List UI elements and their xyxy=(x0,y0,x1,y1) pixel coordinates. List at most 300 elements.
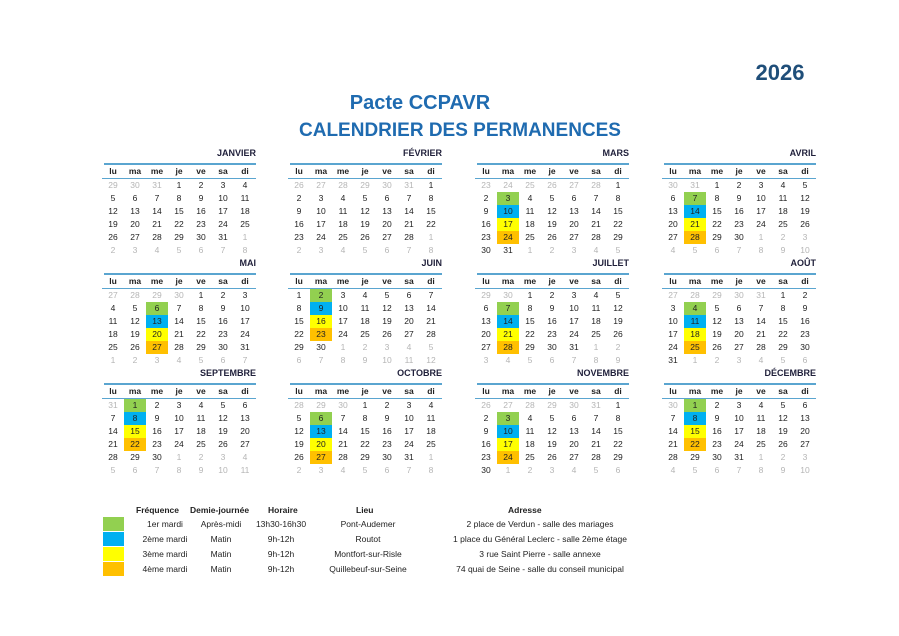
day-cell: 15 xyxy=(426,206,436,216)
day-cell: 22 xyxy=(124,438,146,451)
weekday-header: je xyxy=(541,165,563,179)
day-cell: 8 xyxy=(615,193,621,203)
day-cell: 19 xyxy=(547,219,557,229)
day-cell: 12 xyxy=(800,193,810,203)
day-cell: 24 xyxy=(569,329,579,339)
month-name: SEPTEMBRE xyxy=(104,368,256,385)
day-cell: 9 xyxy=(483,426,489,436)
day-cell: 21 xyxy=(338,439,348,449)
day-cell: 7 xyxy=(571,355,577,365)
day-cell: 14 xyxy=(338,426,348,436)
day-cell: 4 xyxy=(340,465,346,475)
day-cell: 4 xyxy=(684,302,706,315)
day-cell: 9 xyxy=(154,413,160,423)
day-cell: 29 xyxy=(712,232,722,242)
month-block xyxy=(290,258,442,367)
weekday-header: ma xyxy=(124,275,146,289)
day-cell: 13 xyxy=(800,413,810,423)
weekday-header: je xyxy=(354,165,376,179)
legend-header-lieu: Lieu xyxy=(356,505,374,515)
day-cell: 3 xyxy=(802,232,808,242)
month-name: OCTOBRE xyxy=(290,368,442,385)
day-cell: 27 xyxy=(240,439,250,449)
day-cell: 14 xyxy=(668,426,678,436)
weekday-header: me xyxy=(332,385,354,399)
weekday-header: sa xyxy=(212,275,234,289)
weekday-header: je xyxy=(168,165,190,179)
weekday-header: ve xyxy=(563,275,585,289)
legend-swatch xyxy=(103,547,124,561)
day-cell: 27 xyxy=(569,232,579,242)
weekday-header: je xyxy=(541,385,563,399)
day-cell: 29 xyxy=(108,180,118,190)
day-cell: 27 xyxy=(382,232,392,242)
month-grid xyxy=(288,275,442,367)
month-grid xyxy=(288,385,442,477)
day-cell: 5 xyxy=(780,400,786,410)
day-cell: 8 xyxy=(615,413,621,423)
month-block xyxy=(664,368,816,477)
day-cell: 12 xyxy=(778,413,788,423)
day-cell: 23 xyxy=(712,439,722,449)
day-cell: 2 xyxy=(615,342,621,352)
day-cell: 29 xyxy=(712,290,722,300)
day-cell: 5 xyxy=(615,245,621,255)
day-cell: 8 xyxy=(527,303,533,313)
day-cell: 11 xyxy=(525,206,535,216)
day-cell: 30 xyxy=(503,290,513,300)
day-cell: 27 xyxy=(668,290,678,300)
day-cell: 31 xyxy=(756,290,766,300)
day-cell: 21 xyxy=(404,219,414,229)
legend-swatch xyxy=(103,532,124,546)
day-cell: 9 xyxy=(296,206,302,216)
day-cell: 28 xyxy=(591,180,601,190)
day-cell: 17 xyxy=(404,426,414,436)
day-cell: 5 xyxy=(527,355,533,365)
weekday-header: lu xyxy=(475,385,497,399)
day-cell: 10 xyxy=(240,303,250,313)
day-cell: 12 xyxy=(382,303,392,313)
legend-adresse: 74 quai de Seine - salle du conseil municipal xyxy=(456,564,624,574)
month-name: AVRIL xyxy=(664,148,816,165)
day-cell: 5 xyxy=(714,303,720,313)
day-cell: 23 xyxy=(481,180,491,190)
weekday-header: me xyxy=(519,275,541,289)
legend-demi-journee: Après-midi xyxy=(200,519,242,529)
day-cell: 2 xyxy=(198,452,204,462)
legend-demi-journee: Matin xyxy=(210,564,232,574)
day-cell: 3 xyxy=(318,465,324,475)
month-block xyxy=(290,148,442,257)
month-block xyxy=(104,148,256,257)
day-cell: 11 xyxy=(196,413,206,423)
day-cell: 5 xyxy=(176,245,182,255)
day-cell: 30 xyxy=(218,342,228,352)
day-cell: 31 xyxy=(108,400,118,410)
day-cell: 11 xyxy=(240,193,250,203)
day-cell: 14 xyxy=(108,426,118,436)
weekday-header: ma xyxy=(310,165,332,179)
day-cell: 3 xyxy=(176,400,182,410)
day-cell: 4 xyxy=(176,355,182,365)
weekday-header: lu xyxy=(662,275,684,289)
day-cell: 5 xyxy=(362,193,368,203)
day-cell: 18 xyxy=(108,329,118,339)
day-cell: 28 xyxy=(690,290,700,300)
weekday-header: lu xyxy=(102,385,124,399)
day-cell: 10 xyxy=(800,245,810,255)
weekday-header: lu xyxy=(102,165,124,179)
day-cell: 9 xyxy=(198,465,204,475)
day-cell: 25 xyxy=(360,329,370,339)
day-cell: 31 xyxy=(591,400,601,410)
weekday-header: sa xyxy=(398,385,420,399)
day-cell: 3 xyxy=(571,290,577,300)
day-cell: 7 xyxy=(758,303,764,313)
month-name: MAI xyxy=(104,258,256,275)
weekday-header: sa xyxy=(585,275,607,289)
weekday-header: je xyxy=(354,275,376,289)
day-cell: 30 xyxy=(152,452,162,462)
day-cell: 20 xyxy=(569,439,579,449)
weekday-header: ve xyxy=(376,165,398,179)
weekday-header: ve xyxy=(750,165,772,179)
day-cell: 23 xyxy=(218,329,228,339)
day-cell: 27 xyxy=(800,439,810,449)
day-cell: 30 xyxy=(712,452,722,462)
legend-header-frequence: Fréquence xyxy=(136,505,179,515)
page-title: Pacte CCPAVR xyxy=(349,92,491,114)
day-cell: 8 xyxy=(428,465,434,475)
day-cell: 7 xyxy=(220,245,226,255)
day-cell: 22 xyxy=(712,219,722,229)
day-cell: 2 xyxy=(220,290,226,300)
day-cell: 4 xyxy=(242,452,248,462)
day-cell: 5 xyxy=(692,465,698,475)
day-cell: 8 xyxy=(296,303,302,313)
day-cell: 13 xyxy=(404,303,414,313)
day-cell: 9 xyxy=(736,193,742,203)
day-cell: 6 xyxy=(242,400,248,410)
day-cell: 1 xyxy=(110,355,116,365)
day-cell: 8 xyxy=(593,355,599,365)
day-cell: 10 xyxy=(569,303,579,313)
day-cell: 4 xyxy=(428,400,434,410)
day-cell: 5 xyxy=(780,355,786,365)
day-cell: 5 xyxy=(362,465,368,475)
day-cell: 25 xyxy=(684,341,706,354)
day-cell: 15 xyxy=(360,426,370,436)
day-cell: 3 xyxy=(220,452,226,462)
day-cell: 3 xyxy=(497,192,519,205)
day-cell: 2 xyxy=(714,400,720,410)
day-cell: 3 xyxy=(318,193,324,203)
day-cell: 21 xyxy=(684,218,706,231)
day-cell: 28 xyxy=(404,232,414,242)
day-cell: 17 xyxy=(316,219,326,229)
day-cell: 14 xyxy=(497,315,519,328)
weekday-header: lu xyxy=(102,275,124,289)
day-cell: 10 xyxy=(404,413,414,423)
day-cell: 12 xyxy=(712,316,722,326)
day-cell: 21 xyxy=(174,329,184,339)
day-cell: 17 xyxy=(174,426,184,436)
day-cell: 19 xyxy=(130,329,140,339)
day-cell: 18 xyxy=(196,426,206,436)
day-cell: 17 xyxy=(338,316,348,326)
day-cell: 8 xyxy=(780,303,786,313)
weekday-header: ma xyxy=(497,165,519,179)
legend-row xyxy=(100,532,660,546)
day-cell: 4 xyxy=(593,290,599,300)
day-cell: 10 xyxy=(174,413,184,423)
day-cell: 18 xyxy=(360,316,370,326)
day-cell: 6 xyxy=(406,290,412,300)
legend-horaire: 9h-12h xyxy=(267,564,295,574)
day-cell: 27 xyxy=(108,290,118,300)
day-cell: 2 xyxy=(198,180,204,190)
day-cell: 10 xyxy=(497,205,519,218)
weekday-header: ma xyxy=(310,385,332,399)
day-cell: 16 xyxy=(218,316,228,326)
day-cell: 30 xyxy=(130,180,140,190)
day-cell: 1 xyxy=(428,232,434,242)
day-cell: 20 xyxy=(569,219,579,229)
weekday-header: me xyxy=(146,275,168,289)
day-cell: 9 xyxy=(780,245,786,255)
day-cell: 16 xyxy=(481,219,491,229)
day-cell: 15 xyxy=(174,206,184,216)
page-subtitle: CALENDRIER DES PERMANENCES xyxy=(299,120,621,141)
day-cell: 5 xyxy=(296,413,302,423)
weekday-header: ma xyxy=(684,275,706,289)
day-cell: 1 xyxy=(780,290,786,300)
day-cell: 3 xyxy=(549,465,555,475)
day-cell: 2 xyxy=(296,193,302,203)
day-cell: 6 xyxy=(714,465,720,475)
day-cell: 24 xyxy=(668,342,678,352)
day-cell: 21 xyxy=(591,219,601,229)
day-cell: 4 xyxy=(593,245,599,255)
legend-header-adresse: Adresse xyxy=(508,505,542,515)
day-cell: 19 xyxy=(382,316,392,326)
legend-row xyxy=(100,517,660,531)
day-cell: 25 xyxy=(240,219,250,229)
month-block xyxy=(477,368,629,477)
day-cell: 4 xyxy=(505,355,511,365)
day-cell: 29 xyxy=(525,342,535,352)
day-cell: 22 xyxy=(613,439,623,449)
weekday-header: di xyxy=(794,165,816,179)
day-cell: 1 xyxy=(296,290,302,300)
weekday-header: sa xyxy=(585,165,607,179)
day-cell: 25 xyxy=(196,439,206,449)
day-cell: 8 xyxy=(428,193,434,203)
day-cell: 25 xyxy=(426,439,436,449)
day-cell: 25 xyxy=(525,180,535,190)
day-cell: 23 xyxy=(547,329,557,339)
day-cell: 1 xyxy=(615,180,621,190)
day-cell: 16 xyxy=(481,439,491,449)
day-cell: 31 xyxy=(734,452,744,462)
weekday-header: di xyxy=(420,165,442,179)
month-grid xyxy=(102,165,256,257)
day-cell: 5 xyxy=(220,400,226,410)
month-block xyxy=(104,258,256,367)
day-cell: 4 xyxy=(571,465,577,475)
day-cell: 1 xyxy=(198,290,204,300)
day-cell: 7 xyxy=(340,413,346,423)
day-cell: 9 xyxy=(714,413,720,423)
day-cell: 30 xyxy=(734,290,744,300)
day-cell: 3 xyxy=(406,400,412,410)
weekday-header: me xyxy=(519,385,541,399)
day-cell: 27 xyxy=(569,180,579,190)
day-cell: 31 xyxy=(240,342,250,352)
month-grid xyxy=(475,275,629,367)
weekday-header: ma xyxy=(497,275,519,289)
day-cell: 24 xyxy=(240,329,250,339)
day-cell: 7 xyxy=(593,413,599,423)
day-cell: 29 xyxy=(613,232,623,242)
day-cell: 28 xyxy=(338,452,348,462)
weekday-header: ve xyxy=(563,385,585,399)
day-cell: 15 xyxy=(525,316,535,326)
year-label: 2026 xyxy=(755,60,805,85)
day-cell: 14 xyxy=(684,205,706,218)
day-cell: 2 xyxy=(310,289,332,302)
day-cell: 9 xyxy=(362,355,368,365)
legend-row xyxy=(100,562,660,576)
day-cell: 4 xyxy=(670,245,676,255)
weekday-header: lu xyxy=(662,385,684,399)
weekday-header: lu xyxy=(475,165,497,179)
day-cell: 7 xyxy=(428,290,434,300)
day-cell: 13 xyxy=(569,206,579,216)
day-cell: 23 xyxy=(152,439,162,449)
weekday-header: sa xyxy=(772,275,794,289)
weekday-header: lu xyxy=(288,275,310,289)
month-grid xyxy=(475,385,629,477)
day-cell: 11 xyxy=(108,316,118,326)
day-cell: 18 xyxy=(591,316,601,326)
weekday-header: me xyxy=(146,165,168,179)
day-cell: 4 xyxy=(780,180,786,190)
weekday-header: ve xyxy=(190,165,212,179)
day-cell: 19 xyxy=(800,206,810,216)
weekday-header: di xyxy=(420,385,442,399)
day-cell: 24 xyxy=(338,329,348,339)
weekday-header: me xyxy=(706,275,728,289)
day-cell: 6 xyxy=(198,245,204,255)
day-cell: 28 xyxy=(174,342,184,352)
day-cell: 3 xyxy=(736,355,742,365)
month-grid xyxy=(662,165,816,257)
weekday-header: di xyxy=(607,275,629,289)
day-cell: 18 xyxy=(684,328,706,341)
legend-frequence: 3ème mardi xyxy=(142,549,188,559)
day-cell: 2 xyxy=(780,232,786,242)
day-cell: 14 xyxy=(591,426,601,436)
day-cell: 21 xyxy=(108,439,118,449)
day-cell: 23 xyxy=(310,328,332,341)
day-cell: 30 xyxy=(338,400,348,410)
day-cell: 26 xyxy=(130,342,140,352)
weekday-header: di xyxy=(234,275,256,289)
day-cell: 15 xyxy=(196,316,206,326)
month-block xyxy=(664,148,816,257)
day-cell: 6 xyxy=(670,193,676,203)
day-cell: 26 xyxy=(360,232,370,242)
day-cell: 22 xyxy=(684,438,706,451)
day-cell: 13 xyxy=(481,316,491,326)
day-cell: 30 xyxy=(569,400,579,410)
day-cell: 26 xyxy=(547,452,557,462)
day-cell: 31 xyxy=(503,245,513,255)
legend-swatch xyxy=(103,562,124,576)
day-cell: 28 xyxy=(294,400,304,410)
weekday-header: ve xyxy=(190,275,212,289)
day-cell: 6 xyxy=(310,412,332,425)
day-cell: 28 xyxy=(108,452,118,462)
day-cell: 4 xyxy=(340,193,346,203)
day-cell: 8 xyxy=(242,245,248,255)
day-cell: 16 xyxy=(734,206,744,216)
day-cell: 7 xyxy=(110,413,116,423)
day-cell: 28 xyxy=(426,329,436,339)
day-cell: 28 xyxy=(152,232,162,242)
month-block xyxy=(477,148,629,257)
weekday-header: sa xyxy=(398,165,420,179)
day-cell: 20 xyxy=(310,438,332,451)
day-cell: 17 xyxy=(734,426,744,436)
day-cell: 1 xyxy=(593,342,599,352)
day-cell: 13 xyxy=(240,413,250,423)
day-cell: 14 xyxy=(756,316,766,326)
day-cell: 12 xyxy=(108,206,118,216)
day-cell: 27 xyxy=(146,341,168,354)
legend-lieu: Quillebeuf-sur-Seine xyxy=(329,564,407,574)
day-cell: 8 xyxy=(684,412,706,425)
weekday-header: ma xyxy=(124,385,146,399)
day-cell: 19 xyxy=(547,439,557,449)
day-cell: 31 xyxy=(404,180,414,190)
legend-row xyxy=(100,547,660,561)
month-block xyxy=(104,368,256,477)
day-cell: 5 xyxy=(802,180,808,190)
day-cell: 27 xyxy=(404,329,414,339)
weekday-header: di xyxy=(794,385,816,399)
weekday-header: sa xyxy=(772,385,794,399)
day-cell: 10 xyxy=(800,465,810,475)
day-cell: 11 xyxy=(591,303,601,313)
day-cell: 11 xyxy=(426,413,436,423)
day-cell: 7 xyxy=(154,465,160,475)
day-cell: 9 xyxy=(780,465,786,475)
day-cell: 7 xyxy=(176,303,182,313)
day-cell: 30 xyxy=(481,245,491,255)
day-cell: 13 xyxy=(146,315,168,328)
day-cell: 27 xyxy=(130,232,140,242)
day-cell: 23 xyxy=(481,452,491,462)
day-cell: 2 xyxy=(549,245,555,255)
day-cell: 14 xyxy=(174,316,184,326)
day-cell: 30 xyxy=(174,290,184,300)
day-cell: 9 xyxy=(310,302,332,315)
day-cell: 4 xyxy=(670,465,676,475)
day-cell: 22 xyxy=(174,219,184,229)
